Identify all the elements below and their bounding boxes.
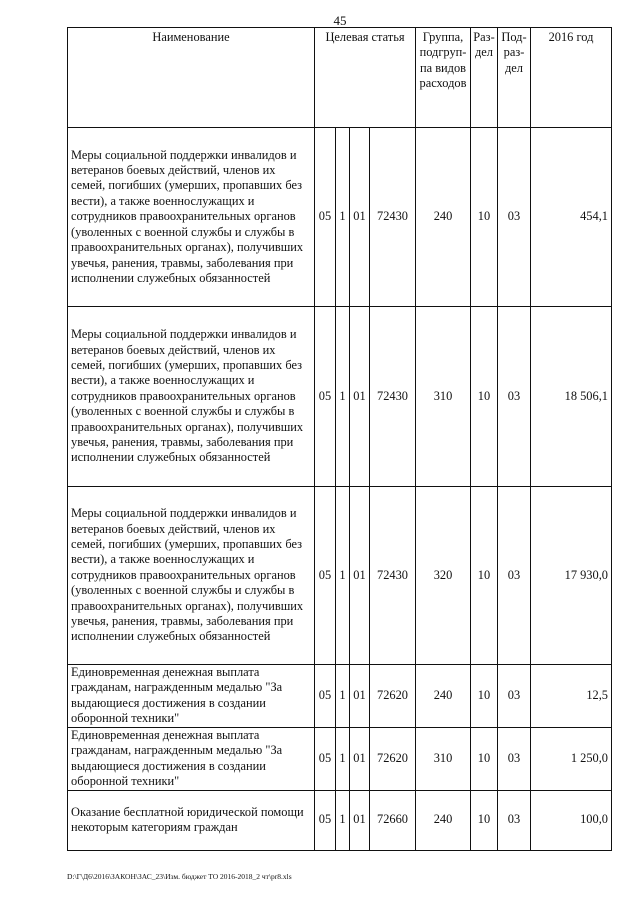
target-code-1: 05 <box>315 665 336 728</box>
amount-cell: 454,1 <box>531 128 612 307</box>
subsection-cell: 03 <box>498 665 531 728</box>
amount-cell: 18 506,1 <box>531 307 612 487</box>
section-cell: 10 <box>471 665 498 728</box>
name-cell: Меры социальной поддержки инвалидов и ветеранов боевых действий, членов их семей, погибших (умерших, пропавших без вести), а также военнослужащих и сотрудников правоохранительных органов (уволенных с военной службы и службы в правоохранительных органах), получивших увечья, ранения, травмы, заболевания при исполнении служебных обязанностей <box>68 487 315 665</box>
table-row <box>68 727 612 790</box>
target-code-4: 72620 <box>370 727 416 790</box>
target-code-2: 1 <box>336 727 350 790</box>
header-target-article: Целевая статья <box>315 28 416 128</box>
target-code-4: 72620 <box>370 665 416 728</box>
subsection-cell: 03 <box>498 727 531 790</box>
budget-table <box>67 27 612 851</box>
amount-cell: 12,5 <box>531 665 612 728</box>
target-code-4: 72430 <box>370 128 416 307</box>
target-code-1: 05 <box>315 128 336 307</box>
page-number: 45 <box>333 13 347 28</box>
table-row <box>68 307 612 487</box>
target-code-1: 05 <box>315 487 336 665</box>
target-code-2: 1 <box>336 790 350 850</box>
expense-group-cell: 240 <box>416 790 471 850</box>
target-code-3: 01 <box>350 790 370 850</box>
expense-group-cell: 320 <box>416 487 471 665</box>
target-code-2: 1 <box>336 307 350 487</box>
table-row <box>68 790 612 850</box>
section-cell: 10 <box>471 307 498 487</box>
table-row <box>68 665 612 728</box>
target-code-3: 01 <box>350 665 370 728</box>
file-path-footer: D:\Г\Д6\2016\ЗАКОН\ЗАС_23\Изм. бюджет ТО 2016-2018_2 чт\pr8.xls <box>67 872 292 881</box>
expense-group-cell: 310 <box>416 727 471 790</box>
target-code-2: 1 <box>336 487 350 665</box>
amount-cell: 17 930,0 <box>531 487 612 665</box>
expense-group-cell: 240 <box>416 665 471 728</box>
target-code-2: 1 <box>336 128 350 307</box>
section-cell: 10 <box>471 727 498 790</box>
target-code-3: 01 <box>350 307 370 487</box>
subsection-cell: 03 <box>498 487 531 665</box>
target-code-4: 72430 <box>370 487 416 665</box>
target-code-4: 72660 <box>370 790 416 850</box>
target-code-2: 1 <box>336 665 350 728</box>
target-code-3: 01 <box>350 487 370 665</box>
target-code-1: 05 <box>315 790 336 850</box>
name-cell: Единовременная денежная выплата гражданам, награжденным медалью "За выдающиеся достижения в создании оборонной техники" <box>68 665 315 728</box>
table-row <box>68 487 612 665</box>
header-year: 2016 год <box>531 28 612 128</box>
header-subsection: Под-раз-дел <box>498 28 531 128</box>
table-row <box>68 128 612 307</box>
expense-group-cell: 240 <box>416 128 471 307</box>
section-cell: 10 <box>471 487 498 665</box>
header-section: Раз-дел <box>471 28 498 128</box>
section-cell: 10 <box>471 128 498 307</box>
subsection-cell: 03 <box>498 790 531 850</box>
target-code-1: 05 <box>315 727 336 790</box>
section-cell: 10 <box>471 790 498 850</box>
target-code-4: 72430 <box>370 307 416 487</box>
subsection-cell: 03 <box>498 128 531 307</box>
target-code-3: 01 <box>350 128 370 307</box>
name-cell: Единовременная денежная выплата гражданам, награжденным медалью "За выдающиеся достижения в создании оборонной техники" <box>68 727 315 790</box>
header-expense-group: Группа, подгруп-па видов расходов <box>416 28 471 128</box>
table-body <box>68 28 612 851</box>
name-cell: Меры социальной поддержки инвалидов и ветеранов боевых действий, членов их семей, погибших (умерших, пропавших без вести), а также военнослужащих и сотрудников правоохранительных органов (уволенных с военной службы и службы в правоохранительных органах), получивших увечья, ранения, травмы, заболевания при исполнении служебных обязанностей <box>68 128 315 307</box>
subsection-cell: 03 <box>498 307 531 487</box>
amount-cell: 1 250,0 <box>531 727 612 790</box>
expense-group-cell: 310 <box>416 307 471 487</box>
name-cell: Меры социальной поддержки инвалидов и ветеранов боевых действий, членов их семей, погибших (умерших, пропавших без вести), а также военнослужащих и сотрудников правоохранительных органов (уволенных с военной службы и службы в правоохранительных органах), получивших увечья, ранения, травмы, заболевания при исполнении служебных обязанностей <box>68 307 315 487</box>
header-row <box>68 28 612 128</box>
header-name: Наименование <box>68 28 315 128</box>
amount-cell: 100,0 <box>531 790 612 850</box>
name-cell: Оказание бесплатной юридической помощи некоторым категориям граждан <box>68 790 315 850</box>
target-code-3: 01 <box>350 727 370 790</box>
target-code-1: 05 <box>315 307 336 487</box>
